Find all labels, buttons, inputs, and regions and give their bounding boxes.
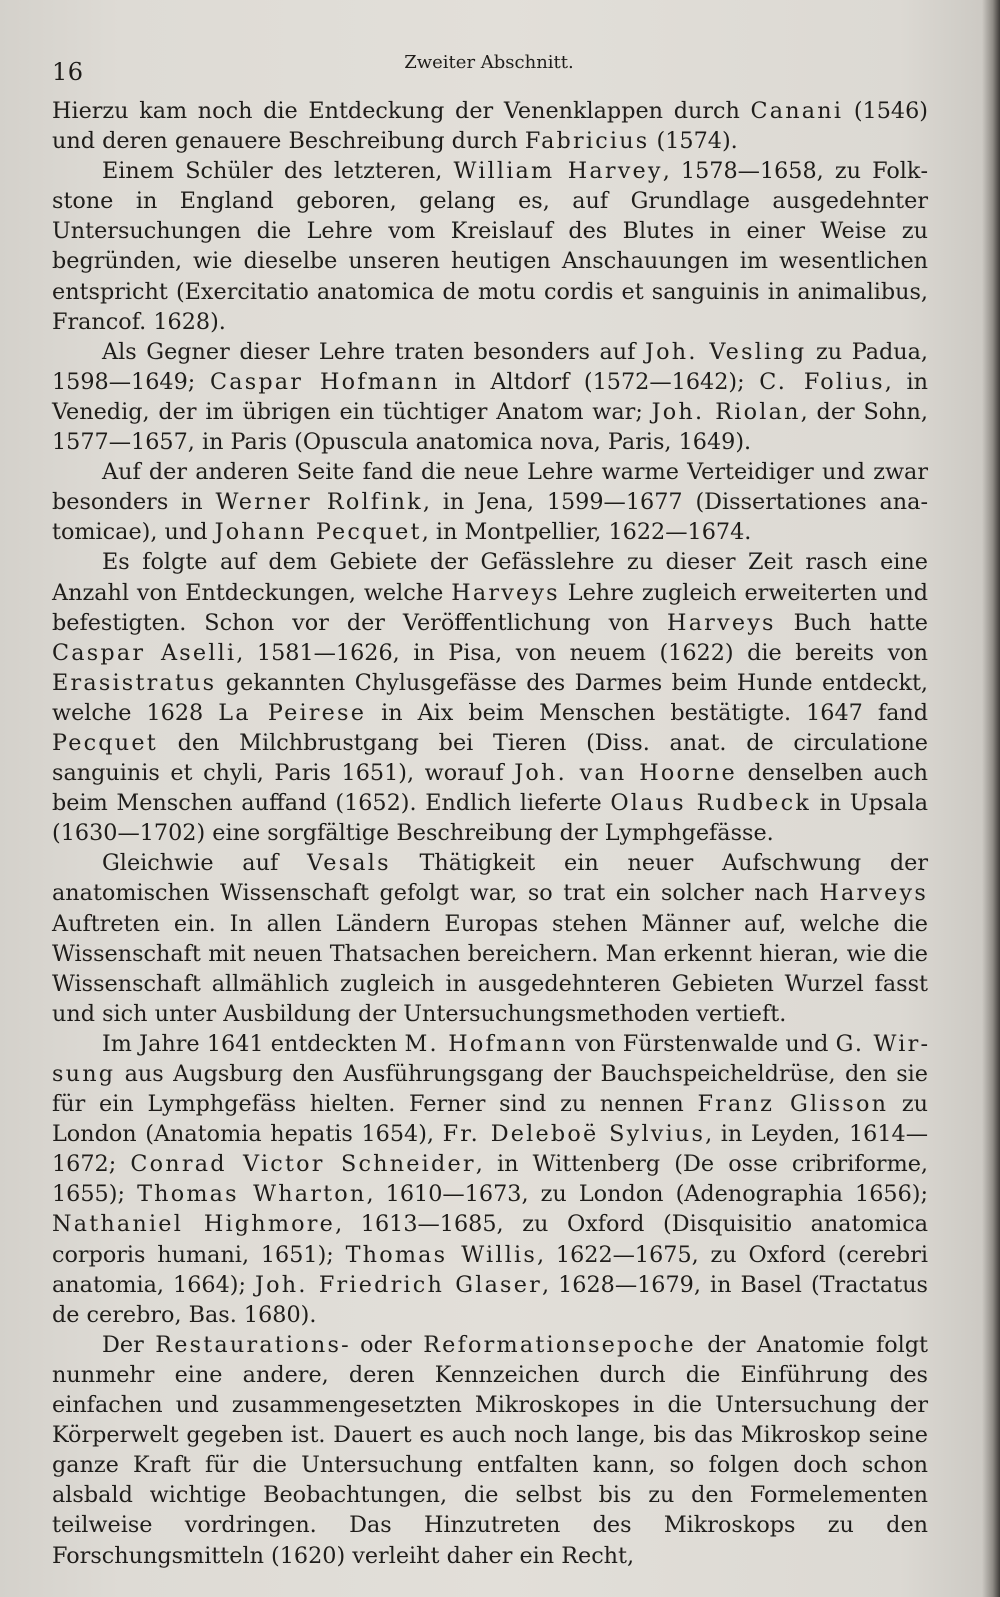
spaced-name: Thomas Wharton [137,1181,367,1208]
text-run: , der Sohn, 1577—1657, in Paris (Opuscula anatomica nova, Paris, 1649). [52,398,928,456]
text-run: , 1581—1626, in Pisa, von neuem (1622) die bereits von [236,639,928,666]
text-run: denselben auch beim Menschen auffand (1652). Endlich lieferte [52,760,929,817]
spaced-name: Caspar Aselli [52,639,237,666]
text-run: , in Wittenberg (De osse cribriforme, 1655); [52,1151,928,1208]
text-run: in Altdorf (1572—1642); [439,368,760,395]
text-run: (1546) und deren genauere Beschreibung durch [52,98,928,155]
text-run: gekannten Chylusgefässe des Darmes beim Hunde entdeckt, welche 1628 [52,669,928,726]
text-run: zu Padua, 1598—1649; [52,338,928,395]
paragraph [52,848,928,1029]
text-run: Im Jahre 1641 entdeckten [102,1030,405,1057]
text-run: von Fürstenwalde und [567,1030,836,1057]
text-run: , 1613—1685, zu Oxford (Disquisitio anatomica corporis humani, 1651); [52,1211,928,1268]
spaced-name: William Harvey [453,158,663,185]
page-edge-shadow [982,0,1000,1597]
paragraph [52,156,928,337]
spaced-name: Conrad Victor Schneider [130,1151,476,1178]
text-run: - oder [341,1331,424,1358]
text-run: Auf der anderen Seite fand die neue Lehre warme Verteidiger und zwar besonders in [52,459,928,516]
text-run: Der [102,1331,156,1358]
text-run: , 1610—1673, zu London (Adenographia 1656); [366,1181,928,1208]
spaced-name: Fr. Deleboë Sylvius [442,1121,706,1148]
spaced-name: La Peirese [218,699,367,726]
text-run: zu London (Anatomia hepatis 1654), [52,1091,928,1148]
text-run: , in Venedig, der im übrigen ein tüchtiger Anatom war; [52,368,929,425]
text-run: , 1622—1675, zu Oxford (cerebri anatomia, 1664); [52,1241,928,1298]
spaced-name: Canani [750,98,844,124]
text-run: den Milchbrustgang bei Tieren (Diss. anat. de circulatione sanguinis et chyli, Paris 1651), worauf [52,729,928,787]
spaced-name: Harveys [819,880,928,907]
spaced-name: Nathaniel Highmore [52,1211,336,1238]
text-run: Es folgte auf dem Gebiete der Gefässlehre zu dieser Zeit rasch eine Anzahl von Entdeckungen, welche [52,549,928,606]
spaced-name: Restaurations [155,1331,342,1358]
spaced-name: Joh. van Hoorne [514,760,737,787]
spaced-name: Fabricius [524,128,650,155]
spaced-name: Joh. Friedrich Glaser [255,1271,542,1298]
text-run: Einem Schüler des letzteren, [102,158,454,185]
text-run: , 1578—1658, zu Folkstone in England geboren, gelang es, auf Grundlage ausgedehnter Untersuchungen die Lehre vom Kreislauf des Blutes in einer Weise zu begründen, wie dieselbe unseren heutigen Anschauungen im wesentlichen entspricht (Exercitatio anatomica de motu cordis et sanguinis in animalibus, Francof. 1628). [52,158,928,335]
spaced-name: Joh. Riolan [651,398,801,425]
text-run: Als Gegner dieser Lehre traten besonders auf [102,338,646,365]
text-run: aus Augsburg den Ausführungsgang der Bauchspeicheldrüse, den sie für ein Lymphgefäss hielten. Ferner sind zu nennen [52,1061,928,1118]
spaced-name: Reformationsepoche [423,1331,696,1358]
page-header [52,52,926,92]
spaced-name: Harveys [451,579,560,606]
text-run: (1574). [649,128,738,155]
paragraph [52,96,928,156]
paragraph [52,547,928,848]
text-run: Buch hatte [775,609,928,636]
spaced-name: Olaus Rudbeck [610,790,811,817]
spaced-name: Pecquet [52,729,158,756]
spaced-name: Johann Pecquet [214,519,422,546]
spaced-name: Vesals [307,850,391,877]
text-run: der Anatomie folgt nunmehr eine andere, deren Kennzeichen durch die Einführung des einfachen und zusammengesetzten Mikroskopes in die Untersuchung der Körperwelt gegeben ist. Dauert es auch noch lange, bis das Mikroskop seine ganze Kraft für die Untersuchung entfalten kann, so folgen doch schon alsbald wichtige Beobachtungen, die selbst bis zu den Formelementen teilweise vordringen. Das Hinzutreten des Mikroskops zu den Forschungsmitteln (1620) verleiht daher ein Recht, [52,1331,928,1569]
spaced-name: Caspar Hofmann [209,368,440,395]
text-run: Auftreten ein. In allen Ländern Europas stehen Männer auf, welche die Wissenschaft mit neuen Thatsachen bereichern. Man erkennt hieran, wie die Wissenschaft allmählich zugleich in ausgedehnteren Gebieten Wurzel fasst und sich unter Ausbildung der Untersuchungsmethoden vertieft. [52,910,928,1027]
body-text [52,96,928,1571]
page-number: 16 [52,58,84,86]
spaced-name: C. Folius [759,368,885,395]
spaced-name: Erasistratus [52,669,217,696]
spaced-name: M. Hofmann [404,1030,568,1057]
text-run: , in Montpellier, 1622—1674. [421,519,752,546]
spaced-name: Joh. Vesling [645,338,807,365]
paragraph [52,1029,928,1330]
text-run: , in Jena, 1599—1677 (Dissertationes anatomicae), und [52,489,928,546]
spaced-name: Harveys [667,609,776,636]
text-run: Hierzu kam noch die Entdeckung der Venenklappen durch [52,98,751,124]
paragraph [52,337,928,457]
spaced-name: G. Wirsung [52,1030,928,1087]
text-run: Thätigkeit ein neuer Aufschwung der anatomischen Wissenschaft gefolgt war, so trat ein solcher nach [52,850,929,907]
text-run: , in Leyden, 1614—1672; [52,1121,928,1178]
paragraph [52,457,928,547]
paragraph [52,1330,928,1571]
spaced-name: Thomas Willis [345,1241,537,1268]
spaced-name: Franz Glisson [697,1091,889,1118]
spaced-name: Werner Rolfink [215,489,423,516]
text-run: , 1628—1679, in Basel (Tractatus de cerebro, Bas. 1680). [52,1271,928,1328]
text-run: Gleichwie auf [102,850,307,877]
running-head: Zweiter Abschnitt. [404,52,574,73]
text-run: in Aix beim Menschen bestätigte. 1647 fand [366,699,928,726]
text-run: in Upsala (1630—1702) eine sorgfältige Beschreibung der Lymphgefässe. [52,790,928,847]
text-run: Lehre zugleich erweiterten und befestigten. Schon vor der Veröffentlichung von [52,579,928,636]
